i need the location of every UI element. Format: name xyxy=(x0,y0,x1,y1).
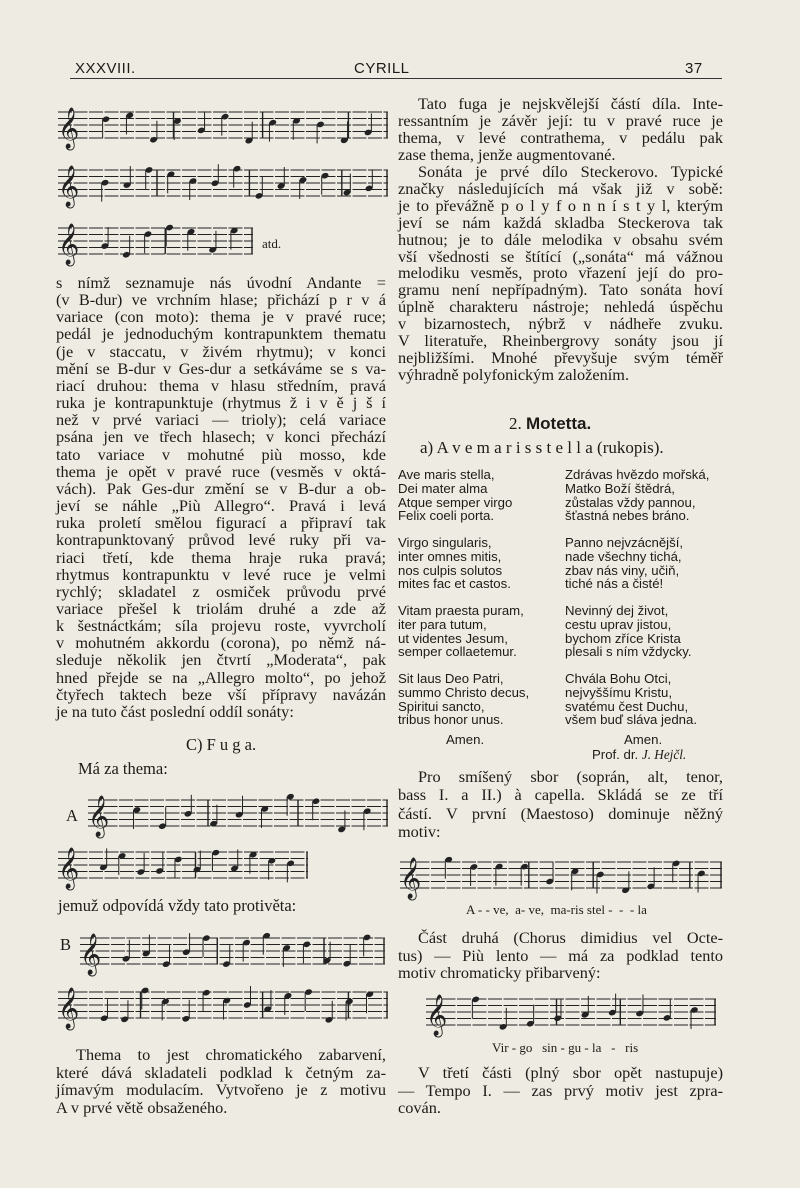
right-paragraph-chorus xyxy=(398,768,723,841)
right-paragraph-fuga xyxy=(398,96,723,164)
text-line: A v prvé větě obsaženého. xyxy=(56,1098,228,1118)
text-line: pedál je jednoduchým kontrapunktem thematu xyxy=(56,324,386,344)
text-line: variace přešel k triolám druhé a zde až xyxy=(56,598,386,618)
poem-line: Felix coeli porta. xyxy=(398,508,495,524)
poem-stanza xyxy=(565,536,709,591)
text-line: Tato fuga je nejskvělejší částí díla. Inte- xyxy=(418,94,723,113)
thema-intro: Má za thema: xyxy=(78,759,168,778)
poem-line: Zdrávas hvězdo mořská, xyxy=(565,467,710,482)
journal-title: CYRILL xyxy=(354,60,410,77)
poem-line: semper collaetemur. xyxy=(398,644,517,660)
text-line: výhradně polyfonickým založením. xyxy=(398,364,630,384)
lyrics-ave: A - - ve, a- ve, ma-ris stel - - - la xyxy=(466,902,647,917)
music-staff xyxy=(58,838,308,892)
text-line: Sonáta je prvé dílo Steckerovo. Typické xyxy=(418,162,723,181)
text-line: ruka je kontrapunktuje (rhytmus ž i v ě j š í xyxy=(56,393,386,413)
text-line: rhytmus kontrapunktu v levé ruce je velmi xyxy=(56,564,386,584)
music-staff xyxy=(58,978,388,1032)
poem-line: mites fac et castos. xyxy=(398,576,511,592)
poem-line: zbav nás viny, učiň, xyxy=(565,562,680,578)
author-credit xyxy=(592,748,686,762)
music-staff xyxy=(400,848,722,902)
text-line: bass I. a II.) à capella. Skládá se ze tří xyxy=(398,785,723,805)
treble-clef-icon: 𝄞 xyxy=(58,848,80,889)
motetta-title: Motetta. xyxy=(526,414,592,433)
text-line: než v prvé variaci — trioly); celá variace xyxy=(56,410,386,430)
poem-line: Virgo singularis, xyxy=(398,534,492,550)
author-name: J. Hejčl. xyxy=(641,747,687,762)
text-line: je na tuto část poslední oddíl sonáty: xyxy=(56,701,294,721)
poem-line: všem buď sláva jedna. xyxy=(565,712,697,728)
text-line: Pro smíšený sbor (soprán, alt, tenor, xyxy=(418,767,723,786)
volume-number: XXXVIII. xyxy=(75,60,136,77)
left-paragraph-thema xyxy=(56,1046,386,1117)
text-line: čtyřech taktech beze vší přípravy navázán xyxy=(56,684,386,704)
motetta-number: 2. xyxy=(509,414,522,433)
treble-clef-icon: 𝄞 xyxy=(58,224,80,265)
poem-line: ut videntes Jesum, xyxy=(398,630,508,646)
text-line: značky následujících má však již v sobě: xyxy=(398,178,723,198)
music-staff xyxy=(80,924,385,978)
text-line: kontrapunktovaný průvod levé ruky při va- xyxy=(56,530,386,550)
text-line: vách). Pak Ges-dur změní se v B-dur a ob- xyxy=(56,478,386,498)
text-line: k šestnáctkám; síla projevu roste, vyvrcholí xyxy=(56,616,386,636)
poem-line: summo Christo decus, xyxy=(398,684,530,700)
treble-clef-icon: 𝄞 xyxy=(88,796,110,837)
poem-line: Ave maris stella, xyxy=(398,467,495,482)
poem-line: plesali s ním vždycky. xyxy=(565,644,692,660)
treble-clef-icon: 𝄞 xyxy=(58,166,80,207)
treble-clef-icon: 𝄞 xyxy=(426,995,448,1036)
text-line: variace (con moto): thema je v pravé ruce; xyxy=(56,307,386,327)
poem-line: Panno nejvzácnější, xyxy=(565,534,684,550)
text-line: motiv: xyxy=(398,821,441,841)
etc-label: atd. xyxy=(262,236,282,251)
text-line: tus) — Più lento — má za podklad tento xyxy=(398,945,723,965)
poem-czech xyxy=(565,468,709,740)
right-paragraph-part-three xyxy=(398,1064,723,1117)
music-staff xyxy=(58,98,388,152)
treble-clef-icon: 𝄞 xyxy=(400,858,422,899)
text-line: jeví se nám každá skladba Steckerova tak xyxy=(398,212,723,232)
text-line: hned přejde se na „Allegro molto“, po jehož xyxy=(56,667,386,687)
page-number: 37 xyxy=(685,60,703,77)
text-line: (v B-dur) ve vrchním hlase; přichází p r v á xyxy=(56,290,386,310)
poem-line: svatému čest Duchu, xyxy=(565,698,689,714)
text-line: je to převážně p o l y f o n n í s t y l, kterým xyxy=(398,195,723,215)
poem-stanza xyxy=(565,604,709,659)
text-line: tato variace v mohutné più mosso, kde xyxy=(56,444,386,464)
text-line: cován. xyxy=(398,1098,441,1117)
text-line: thema, v levé contrathema, v pedálu pak xyxy=(398,127,723,147)
right-paragraph-part-two xyxy=(398,929,723,982)
text-line: sleduje několik jen čtvrtí „Moderata“, pak xyxy=(56,650,386,670)
lyrics-virgo: Vir - go sin - gu - la - ris xyxy=(492,1040,639,1055)
text-line: v mohutném akkordu (corona), po němž ná- xyxy=(56,633,386,653)
theme-a-label: A xyxy=(66,806,78,825)
poem-line: Spiritui sancto, xyxy=(398,698,485,714)
text-line: mění se B-dur v Ges-dur a setkáváme se s va- xyxy=(56,358,386,378)
poem-line: iter para tutum, xyxy=(398,616,487,632)
header-rule xyxy=(70,78,722,79)
poem-line: nade všechny tichá, xyxy=(565,548,682,564)
text-line: s nímž seznamuje nás úvodní Andante = xyxy=(56,273,386,292)
motet-subheading: a) A v e m a r i s s t e l l a (rukopis). xyxy=(420,438,664,457)
music-staff xyxy=(58,214,253,268)
poem-stanza xyxy=(398,536,529,591)
text-line: jímavým modulacím. Vytvořeno je z motivu xyxy=(56,1080,386,1100)
treble-clef-icon: 𝄞 xyxy=(58,988,80,1029)
text-line: rychlý; skladatel z osmiček průvodu prvé xyxy=(56,581,386,601)
poem-line: šťastná nebes bráno. xyxy=(565,508,690,524)
text-line: ruka proletí smělou figurací a připraví tak xyxy=(56,513,386,533)
text-line: motiv chromaticky přibarvený: xyxy=(398,963,601,982)
poem-line: Dei mater alma xyxy=(398,480,488,496)
fuga-heading: C) F u g a. xyxy=(186,735,257,754)
poem-latin xyxy=(398,468,529,740)
text-line: v bizarnostech, nýbrž v nádheře zvuku. xyxy=(398,314,723,334)
text-line: — Tempo I. — zas prvý motiv jest zpra- xyxy=(398,1080,723,1100)
poem-line: Atque semper virgo xyxy=(398,494,513,510)
author-prefix: Prof. dr. xyxy=(592,747,639,762)
text-line: riací druhou: thema v hlasu středním, pravá xyxy=(56,375,386,395)
poem-line: nejvyššímu Kristu, xyxy=(565,684,672,700)
text-line: (je v staccatu, v živém rhytmu); v konci xyxy=(56,341,386,361)
poem-stanza xyxy=(565,468,709,523)
poem-line: tiché nás a čisté! xyxy=(565,576,664,592)
treble-clef-icon: 𝄞 xyxy=(58,108,80,149)
text-line: částí. V první (Maestoso) dominuje něžný xyxy=(398,803,723,823)
text-line: V literatuře, Rheinbergrovy sonáty jsou jí xyxy=(398,331,723,351)
poem-stanza xyxy=(398,672,529,727)
music-staff xyxy=(426,985,716,1039)
text-line: jeví se náhle „Più Allegro“. Pravá i levá xyxy=(56,496,386,516)
amen-czech: Amen. xyxy=(624,732,663,747)
poem-line: cestu uprav jistou, xyxy=(565,616,672,632)
poem-line: Chvála Bohu Otci, xyxy=(565,670,672,686)
text-line: ressantním je závěr její: tu v pravé ruce je xyxy=(398,110,723,130)
text-line: V třetí části (plný sbor opět nastupuje) xyxy=(418,1063,723,1082)
poem-line: Vitam praesta puram, xyxy=(398,602,524,618)
poem-stanza xyxy=(398,604,529,659)
poem-line: tribus honor unus. xyxy=(398,712,504,728)
theme-b-label: B xyxy=(60,935,72,954)
poem-line: Nevinný dej život, xyxy=(565,602,669,618)
poem-stanza xyxy=(398,468,529,523)
text-line: psána jen ve třech hlasech; v konci přechází xyxy=(56,427,386,447)
text-line: Thema to jest chromatického zabarvení, xyxy=(76,1045,386,1064)
text-line: thema je opět v pravé ruce (vesměs v oktá- xyxy=(56,461,386,481)
text-line: zase thema, jenže augmentované. xyxy=(398,144,616,164)
poem-line: Matko Boží štědrá, xyxy=(565,480,675,496)
protiveta-intro: jemuž odpovídá vždy tato protivěta: xyxy=(58,896,297,915)
left-paragraph-sonata xyxy=(56,274,386,720)
text-line: Část druhá (Chorus dimidius vel Octe- xyxy=(418,928,723,947)
motetta-heading xyxy=(509,414,591,433)
poem-line: inter omnes mitis, xyxy=(398,548,502,564)
poem-line: nos culpis solutos xyxy=(398,562,503,578)
text-line: melodiku vesměs, proto vřazení její do pro- xyxy=(398,263,723,283)
text-line: gramu není nepřípadným). Tato sonáta hoví xyxy=(398,280,723,300)
poem-line: Sit laus Deo Patri, xyxy=(398,670,504,686)
text-line: riaci třetí, kde thema hraje ruka pravá; xyxy=(56,547,386,567)
amen-latin: Amen. xyxy=(446,732,485,747)
treble-clef-icon: 𝄞 xyxy=(80,934,102,975)
text-line: které dává skladateli podklad k četným za- xyxy=(56,1062,386,1082)
music-staff xyxy=(58,156,388,210)
music-staff xyxy=(88,786,388,840)
right-paragraph-sonata xyxy=(398,164,723,384)
text-line: hutnou; je to dále melodika v obsahu svém xyxy=(398,229,723,249)
text-line: úplně charakteru nástroje; nehledá úspěchu xyxy=(398,297,723,317)
poem-stanza xyxy=(565,672,709,727)
text-line: vší všednosti se štítící („sonáta“ má vážnou xyxy=(398,246,723,266)
text-line: nejbližšími. Mnohé převyšuje svým téměř xyxy=(398,347,723,367)
poem-line: zůstalas vždy pannou, xyxy=(565,494,696,510)
poem-line: bychom zříce Krista xyxy=(565,630,681,646)
